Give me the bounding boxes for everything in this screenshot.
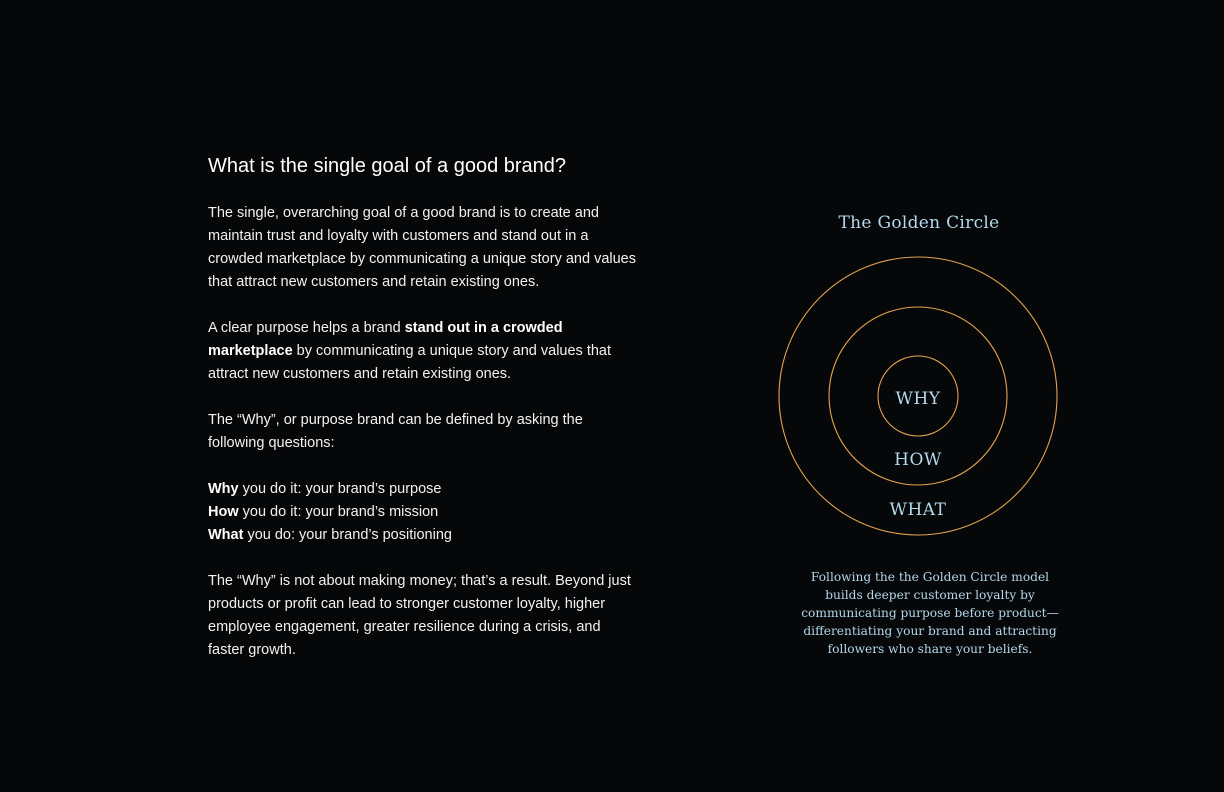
article [208,152,638,685]
list-item [208,501,638,524]
paragraph-purpose-tail: by communicating a unique story and values that attract new customers and retain existing ones. [208,343,612,382]
list-item-text: you do it: your brand’s purpose [238,481,442,497]
list-item-text: you do it: your brand’s mission [238,504,439,520]
paragraph-purpose-emphasis: stand out in a crowded marketplace [208,320,563,359]
paragraph-why-intro: The “Why”, or purpose brand can be defined by asking the following questions: [208,412,583,451]
list-item-term: How [208,504,239,520]
paragraph-purpose-lead: A clear purpose helps a brand [208,320,405,336]
list-item [208,478,638,501]
question-list [208,478,638,547]
list-item [208,524,638,547]
paragraph-purpose [208,317,638,386]
list-item-term: What [208,527,244,543]
what-label: WHAT [889,500,947,520]
paragraph-result: The “Why” is not about making money; that’s a result. Beyond just products or profit can lead to stronger customer loyalty, higher employee engagement, greater resilience during a crisis, and faster growth. [208,573,631,658]
how-label: HOW [894,450,942,470]
list-item-term: Why [208,481,239,497]
golden-circle-title: The Golden Circle [838,213,1000,233]
golden-circle-caption: Following the the Golden Circle model builds deeper customer loyalty by communicating purpose before product—differentiating your brand and attracting followers who share your beliefs. [801,570,1059,656]
why-label: WHY [895,389,941,409]
paragraph-goal: The single, overarching goal of a good brand is to create and maintain trust and loyalty with customers and stand out in a crowded marketplace by communicating a unique story and values that attract new customers and retain existing ones. [208,205,636,290]
page-title: What is the single goal of a good brand? [208,155,567,177]
golden-circle-diagram [760,245,1078,545]
list-item-text: you do: your brand’s positioning [243,527,452,543]
